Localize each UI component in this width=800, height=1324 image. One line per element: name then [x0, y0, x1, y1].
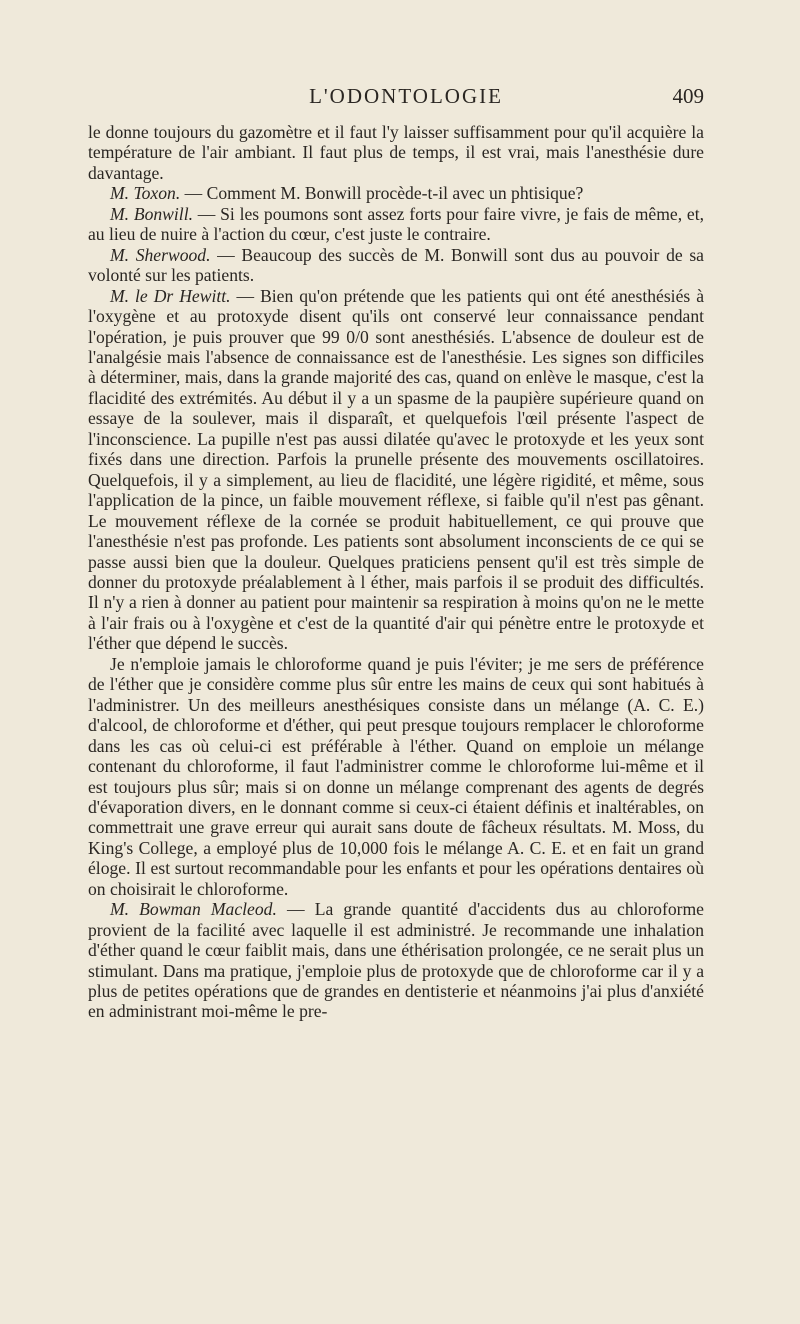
- speaker-name: M. le Dr Hewitt.: [110, 285, 231, 306]
- paragraph-text: — Bien qu'on prétende que les patients qui ont été anesthésiés à l'oxygène et au protoxyde disent qu'ils ont conservé leur connaissance pendant l'opération, je puis prouver que 99 0/0 sont anesthésiés. L'absence de douleur est de l'analgésie mais l'absence de connaissance est de l'anesthésie. Les signes son difficiles à déterminer, mais, dans la grande majorité des cas, quand on enlève le masque, c'est la flacidité des extrémités. Au début il y a un spasme de la paupière supérieure quand on essaye de la soulever, mais il disparaît, et quelquefois l'œil présente l'aspect de l'inconscience. La pupille n'est pas aussi dilatée qu'avec le protoxyde et les yeux sont fixés dans une direction. Parfois la prunelle présente des mouvements oscillatoires. Quelquefois, il y a simplement, au lieu de flacidité, une légère rigidité, et même, sous l'application de la pince, un faible mouvement réflexe, si faible qu'il n'est pas gênant. Le mouvement réflexe de la cornée se produit habituellement, ce qui prouve que l'anesthésie n'est pas profonde. Les patients sont absolument inconscients de ce qui se passe aussi bien que la douleur. Quelques praticiens pensent qu'il est très simple de donner du protoxyde préalablement à l éther, mais parfois il se produit des difficultés. Il n'y a rien à donner au patient pour maintenir sa respiration à moins qu'on ne le mette à l'air frais ou à l'oxygène et c'est de la quantité d'air qui pénètre entre le protoxyde et l'éther que dépend le succès.: [88, 285, 705, 654]
- paragraph-text: — Comment M. Bonwill procède-t-il avec un phtisique?: [180, 183, 584, 204]
- paragraph-text: Je n'emploie jamais le chloroforme quand je puis l'éviter; je me sers de préférence de l'éther que je considère comme plus sûr entre les mains de ceux qui sont habitués à l'administrer. Un des meilleurs anesthésiques consiste dans un mélange (A. C. E.) d'alcool, de chloroforme et d'éther, qui peut presque toujours remplacer le chloroforme dans les cas où celui-ci est préférable à l'éther. Quand on emploie un mélange contenant du chloroforme, il faut l'administrer comme le chloroforme lui-même et il est toujours plus sûr; mais si on donne un mélange comprenant des agents de degrés d'évaporation divers, en le donnant comme si ceux-ci étaient définis et inaltérables, on commettrait une grave erreur qui aurait sans doute de fâcheux résultats. M. Moss, du King's College, a employé plus de 10,000 fois le mélange A. C. E. et en fait un grand éloge. Il est surtout recommandable pour les enfants et pour les opérations dentaires où on choisirait le chloroforme.: [88, 653, 704, 899]
- speaker-name: M. Bonwill.: [110, 203, 193, 224]
- speaker-name: M. Toxon.: [110, 183, 181, 204]
- paragraph-1: [88, 122, 704, 183]
- paragraph-4: [88, 245, 704, 286]
- paragraph-7: [88, 899, 704, 1022]
- speaker-name: M. Sherwood.: [110, 244, 211, 265]
- paragraph-text: — La grande quantité d'accidents dus au chloroforme provient de la facilité avec laquelle il est administré. Je recommande une inhalation d'éther quand le cœur faiblit mais, dans une éthérisation prolongée, ce ne serait plus un stimulant. Dans ma pratique, j'emploie plus de protoxyde que de chloroforme car il y a plus de petites opérations que de grandes en dentisterie et néanmoins j'ai plus d'anxiété en administrant moi-même le pre-: [88, 899, 704, 1022]
- paragraph-text: le donne toujours du gazomètre et il faut l'y laisser suffisamment pour qu'il acquière la température de l'air ambiant. Il faut plus de temps, il est vrai, mais l'anesthésie dure davantage.: [88, 122, 704, 183]
- paragraph-5: [88, 286, 704, 654]
- paragraph-3: [88, 204, 704, 245]
- paragraph-text: — Beaucoup des succès de M. Bonwill sont dus au pouvoir de sa volonté sur les patients.: [88, 244, 704, 286]
- speaker-name: M. Bowman Macleod.: [110, 899, 277, 920]
- paragraph-6: [88, 654, 704, 899]
- paragraph-2: [88, 183, 704, 203]
- paragraph-text: — Si les poumons sont assez forts pour faire vivre, je fais de même, et, au lieu de nuire à l'action du cœur, c'est juste le contraire.: [88, 203, 704, 245]
- running-title: L'ODONTOLOGIE: [309, 84, 503, 108]
- page-header: [88, 84, 704, 122]
- body-text: [88, 122, 704, 1022]
- page-number: 409: [672, 84, 704, 108]
